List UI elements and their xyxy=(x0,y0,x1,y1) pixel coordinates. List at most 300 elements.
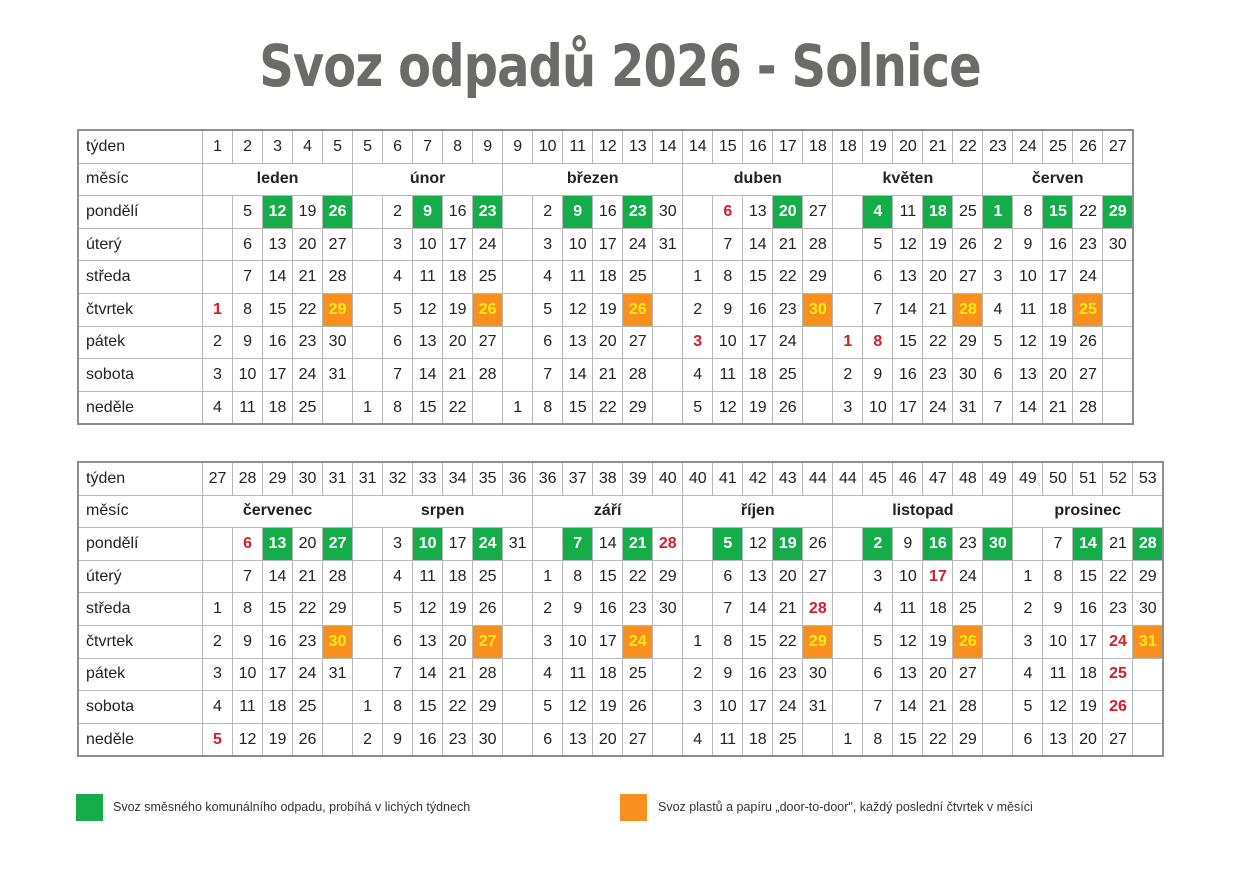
week-number-cell: 10 xyxy=(533,130,563,163)
day-cell: 28 xyxy=(473,658,503,691)
month-row xyxy=(78,163,1133,196)
day-cell: 10 xyxy=(413,528,443,561)
day-cell: 16 xyxy=(1043,228,1073,261)
day-cell: 25 xyxy=(293,391,323,424)
day-cell: 16 xyxy=(263,326,293,359)
day-cell: 6 xyxy=(863,658,893,691)
day-cell: 8 xyxy=(713,261,743,294)
legend-orange-text: Svoz plastů a papíru „door-to-door", každý poslední čtvrtek v měsíci xyxy=(658,800,1033,814)
row-label: středa xyxy=(78,261,203,294)
day-cell: 23 xyxy=(1073,228,1103,261)
day-cell: 26 xyxy=(1103,691,1133,724)
day-cell: 31 xyxy=(503,528,533,561)
week-number-cell: 49 xyxy=(1013,462,1043,495)
day-cell: 24 xyxy=(1103,625,1133,658)
day-cell: 28 xyxy=(653,528,683,561)
day-cell: 18 xyxy=(443,560,473,593)
day-cell: 19 xyxy=(743,391,773,424)
month-label: říjen xyxy=(683,495,833,528)
month-label: září xyxy=(533,495,683,528)
day-cell: 18 xyxy=(263,691,293,724)
day-cell: 12 xyxy=(233,723,263,756)
day-cell: 12 xyxy=(713,391,743,424)
week-number-cell: 8 xyxy=(443,130,473,163)
day-cell: 9 xyxy=(713,293,743,326)
week-number-cell: 35 xyxy=(473,462,503,495)
day-cell: 14 xyxy=(1013,391,1043,424)
day-cell xyxy=(833,560,863,593)
legend-orange-swatch xyxy=(620,794,647,821)
row-label: čtvrtek xyxy=(78,625,203,658)
week-number-cell: 31 xyxy=(323,462,353,495)
day-cell xyxy=(653,391,683,424)
day-cell: 7 xyxy=(713,228,743,261)
day-cell: 7 xyxy=(1043,528,1073,561)
day-cell: 10 xyxy=(563,625,593,658)
day-cell: 28 xyxy=(1133,528,1163,561)
day-cell: 20 xyxy=(593,326,623,359)
day-cell: 13 xyxy=(743,560,773,593)
day-cell: 25 xyxy=(1073,293,1103,326)
day-cell: 18 xyxy=(593,261,623,294)
day-cell: 2 xyxy=(863,528,893,561)
day-cell: 26 xyxy=(623,293,653,326)
day-cell: 24 xyxy=(923,391,953,424)
day-cell: 3 xyxy=(203,658,233,691)
day-cell: 6 xyxy=(533,723,563,756)
week-number-cell: 27 xyxy=(203,462,233,495)
day-cell xyxy=(833,261,863,294)
week-number-cell: 44 xyxy=(803,462,833,495)
day-cell: 25 xyxy=(473,560,503,593)
day-cell xyxy=(503,293,533,326)
row-label: měsíc xyxy=(78,495,203,528)
day-cell: 27 xyxy=(953,261,983,294)
day-cell: 26 xyxy=(953,625,983,658)
day-cell xyxy=(1103,391,1133,424)
week-number-cell: 52 xyxy=(1103,462,1133,495)
day-cell: 1 xyxy=(353,691,383,724)
day-row-nedele xyxy=(78,723,1163,756)
day-cell: 20 xyxy=(443,625,473,658)
day-cell xyxy=(503,261,533,294)
day-cell: 12 xyxy=(893,625,923,658)
day-cell: 2 xyxy=(1013,593,1043,626)
day-cell xyxy=(983,560,1013,593)
row-label: úterý xyxy=(78,560,203,593)
day-cell: 7 xyxy=(563,528,593,561)
month-label: srpen xyxy=(353,495,533,528)
week-number-cell: 3 xyxy=(263,130,293,163)
day-cell: 15 xyxy=(593,560,623,593)
day-cell: 21 xyxy=(593,359,623,392)
day-cell: 1 xyxy=(833,723,863,756)
day-cell xyxy=(803,326,833,359)
day-cell: 10 xyxy=(563,228,593,261)
day-cell: 21 xyxy=(1043,391,1073,424)
day-cell: 6 xyxy=(233,528,263,561)
day-cell: 9 xyxy=(413,196,443,229)
day-cell xyxy=(1103,261,1133,294)
week-number-cell: 13 xyxy=(623,130,653,163)
day-cell: 3 xyxy=(1013,625,1043,658)
day-cell: 28 xyxy=(953,691,983,724)
day-cell: 22 xyxy=(293,293,323,326)
day-cell: 15 xyxy=(263,593,293,626)
day-cell xyxy=(1133,658,1163,691)
day-cell: 22 xyxy=(1103,560,1133,593)
day-cell: 13 xyxy=(563,723,593,756)
week-number-cell: 20 xyxy=(893,130,923,163)
day-cell: 17 xyxy=(743,326,773,359)
day-cell: 18 xyxy=(743,359,773,392)
day-cell: 8 xyxy=(1013,196,1043,229)
day-row-patek xyxy=(78,658,1163,691)
day-cell: 27 xyxy=(473,625,503,658)
day-cell: 24 xyxy=(623,625,653,658)
day-cell: 29 xyxy=(953,723,983,756)
day-cell: 19 xyxy=(593,293,623,326)
day-cell: 3 xyxy=(683,691,713,724)
day-cell xyxy=(1133,723,1163,756)
day-cell: 20 xyxy=(1043,359,1073,392)
day-cell: 25 xyxy=(623,658,653,691)
day-cell: 19 xyxy=(593,691,623,724)
day-cell: 30 xyxy=(953,359,983,392)
day-cell: 25 xyxy=(1103,658,1133,691)
day-cell: 15 xyxy=(1073,560,1103,593)
day-cell: 19 xyxy=(263,723,293,756)
day-cell xyxy=(353,326,383,359)
day-cell: 1 xyxy=(983,196,1013,229)
day-cell: 31 xyxy=(323,359,353,392)
day-cell: 26 xyxy=(473,593,503,626)
day-cell: 26 xyxy=(773,391,803,424)
day-cell xyxy=(503,593,533,626)
day-cell: 23 xyxy=(773,293,803,326)
week-number-cell: 16 xyxy=(743,130,773,163)
day-row-sobota xyxy=(78,359,1133,392)
day-cell: 17 xyxy=(923,560,953,593)
day-cell: 25 xyxy=(623,261,653,294)
day-row-sobota xyxy=(78,691,1163,724)
day-cell: 28 xyxy=(953,293,983,326)
day-cell: 18 xyxy=(263,391,293,424)
calendar-table-jul-dec xyxy=(77,461,1164,757)
day-cell: 17 xyxy=(1073,625,1103,658)
day-cell: 19 xyxy=(1073,691,1103,724)
day-cell xyxy=(833,593,863,626)
day-row-streda xyxy=(78,261,1133,294)
week-number-cell: 21 xyxy=(923,130,953,163)
day-cell: 21 xyxy=(1103,528,1133,561)
day-row-ctvrtek xyxy=(78,293,1133,326)
day-cell: 12 xyxy=(1043,691,1073,724)
day-cell: 15 xyxy=(893,723,923,756)
day-cell: 4 xyxy=(863,196,893,229)
day-cell xyxy=(353,359,383,392)
week-number-cell: 11 xyxy=(563,130,593,163)
day-cell xyxy=(833,228,863,261)
day-cell: 3 xyxy=(533,625,563,658)
day-cell: 27 xyxy=(803,560,833,593)
day-cell: 23 xyxy=(443,723,473,756)
week-number-cell: 17 xyxy=(773,130,803,163)
day-row-nedele xyxy=(78,391,1133,424)
day-cell: 7 xyxy=(383,359,413,392)
day-cell: 22 xyxy=(1073,196,1103,229)
month-label: listopad xyxy=(833,495,1013,528)
day-cell xyxy=(353,658,383,691)
day-cell: 29 xyxy=(653,560,683,593)
day-cell: 30 xyxy=(323,625,353,658)
day-cell: 19 xyxy=(293,196,323,229)
day-cell xyxy=(1103,326,1133,359)
day-cell: 9 xyxy=(893,528,923,561)
day-cell: 11 xyxy=(893,196,923,229)
day-cell: 19 xyxy=(443,293,473,326)
day-cell: 23 xyxy=(293,625,323,658)
day-cell xyxy=(683,228,713,261)
week-number-cell: 15 xyxy=(713,130,743,163)
day-cell: 10 xyxy=(233,359,263,392)
day-cell: 15 xyxy=(743,625,773,658)
row-label: neděle xyxy=(78,723,203,756)
day-cell: 17 xyxy=(743,691,773,724)
day-cell: 6 xyxy=(533,326,563,359)
day-cell: 2 xyxy=(683,658,713,691)
day-cell xyxy=(353,593,383,626)
day-cell xyxy=(503,560,533,593)
week-number-cell: 28 xyxy=(233,462,263,495)
day-cell: 24 xyxy=(1073,261,1103,294)
day-cell: 12 xyxy=(563,293,593,326)
day-cell: 31 xyxy=(653,228,683,261)
day-cell: 2 xyxy=(383,196,413,229)
day-cell: 31 xyxy=(953,391,983,424)
day-cell: 8 xyxy=(863,723,893,756)
day-cell: 6 xyxy=(233,228,263,261)
day-cell: 24 xyxy=(473,228,503,261)
day-cell: 6 xyxy=(1013,723,1043,756)
day-cell xyxy=(833,625,863,658)
day-cell: 11 xyxy=(563,261,593,294)
week-number-cell: 5 xyxy=(353,130,383,163)
week-number-cell: 45 xyxy=(863,462,893,495)
row-label: neděle xyxy=(78,391,203,424)
day-cell: 17 xyxy=(893,391,923,424)
day-cell xyxy=(353,261,383,294)
day-cell xyxy=(353,625,383,658)
day-cell: 6 xyxy=(863,261,893,294)
month-label: prosinec xyxy=(1013,495,1163,528)
day-cell: 1 xyxy=(203,293,233,326)
day-cell: 24 xyxy=(773,691,803,724)
day-cell: 16 xyxy=(593,593,623,626)
day-cell: 9 xyxy=(1043,593,1073,626)
day-cell: 4 xyxy=(683,723,713,756)
week-number-cell: 36 xyxy=(503,462,533,495)
row-label: pondělí xyxy=(78,196,203,229)
month-label: červenec xyxy=(203,495,353,528)
row-label: pátek xyxy=(78,326,203,359)
day-cell: 2 xyxy=(833,359,863,392)
week-number-cell: 23 xyxy=(983,130,1013,163)
day-cell: 29 xyxy=(1103,196,1133,229)
day-cell xyxy=(503,228,533,261)
day-cell: 5 xyxy=(203,723,233,756)
day-cell: 21 xyxy=(443,359,473,392)
day-cell: 6 xyxy=(983,359,1013,392)
week-number-cell: 49 xyxy=(983,462,1013,495)
week-number-cell: 4 xyxy=(293,130,323,163)
week-number-cell: 5 xyxy=(323,130,353,163)
day-cell: 29 xyxy=(323,593,353,626)
day-cell: 14 xyxy=(593,528,623,561)
day-cell: 27 xyxy=(1073,359,1103,392)
day-cell: 19 xyxy=(1043,326,1073,359)
day-cell: 14 xyxy=(263,261,293,294)
day-cell: 3 xyxy=(683,326,713,359)
day-row-ctvrtek xyxy=(78,625,1163,658)
day-cell: 24 xyxy=(953,560,983,593)
day-cell: 6 xyxy=(383,625,413,658)
day-cell: 25 xyxy=(773,723,803,756)
day-cell: 23 xyxy=(623,593,653,626)
day-cell: 12 xyxy=(563,691,593,724)
day-cell: 8 xyxy=(383,691,413,724)
day-cell: 5 xyxy=(683,391,713,424)
day-cell: 4 xyxy=(533,261,563,294)
day-cell: 9 xyxy=(383,723,413,756)
day-cell: 15 xyxy=(743,261,773,294)
day-cell xyxy=(653,326,683,359)
week-number-cell: 2 xyxy=(233,130,263,163)
day-cell: 11 xyxy=(1043,658,1073,691)
day-cell: 13 xyxy=(893,658,923,691)
day-cell: 28 xyxy=(803,228,833,261)
day-cell: 11 xyxy=(713,359,743,392)
day-cell: 21 xyxy=(293,261,323,294)
day-cell: 12 xyxy=(413,293,443,326)
week-number-cell: 48 xyxy=(953,462,983,495)
day-cell: 29 xyxy=(953,326,983,359)
day-cell: 5 xyxy=(983,326,1013,359)
day-cell: 31 xyxy=(803,691,833,724)
day-cell: 2 xyxy=(683,293,713,326)
day-cell: 9 xyxy=(233,625,263,658)
month-label: duben xyxy=(683,163,833,196)
day-cell: 14 xyxy=(563,359,593,392)
day-cell xyxy=(353,293,383,326)
day-cell: 18 xyxy=(1043,293,1073,326)
day-cell xyxy=(323,723,353,756)
day-cell: 12 xyxy=(1013,326,1043,359)
day-cell: 18 xyxy=(743,723,773,756)
day-cell: 23 xyxy=(473,196,503,229)
day-cell: 27 xyxy=(1103,723,1133,756)
day-cell: 23 xyxy=(623,196,653,229)
day-cell xyxy=(503,326,533,359)
day-cell: 28 xyxy=(623,359,653,392)
day-cell: 9 xyxy=(233,326,263,359)
day-cell: 21 xyxy=(773,593,803,626)
month-label: květen xyxy=(833,163,983,196)
day-cell: 10 xyxy=(713,326,743,359)
day-cell: 13 xyxy=(263,528,293,561)
day-cell: 30 xyxy=(1103,228,1133,261)
day-cell: 12 xyxy=(893,228,923,261)
day-cell: 21 xyxy=(623,528,653,561)
day-cell xyxy=(353,560,383,593)
day-cell: 26 xyxy=(1073,326,1103,359)
day-cell: 16 xyxy=(413,723,443,756)
day-cell: 18 xyxy=(443,261,473,294)
week-number-cell: 27 xyxy=(1103,130,1133,163)
row-label: čtvrtek xyxy=(78,293,203,326)
day-cell: 28 xyxy=(473,359,503,392)
day-cell xyxy=(1013,528,1043,561)
week-number-cell: 38 xyxy=(593,462,623,495)
day-cell: 9 xyxy=(1013,228,1043,261)
week-number-cell: 9 xyxy=(503,130,533,163)
day-cell: 18 xyxy=(923,196,953,229)
day-cell: 17 xyxy=(443,228,473,261)
legend-green-text: Svoz směsného komunálního odpadu, probíhá v lichých týdnech xyxy=(113,800,471,814)
day-cell: 5 xyxy=(863,228,893,261)
day-cell: 27 xyxy=(623,326,653,359)
day-cell: 12 xyxy=(263,196,293,229)
day-cell: 14 xyxy=(413,658,443,691)
day-cell: 17 xyxy=(593,625,623,658)
day-cell: 8 xyxy=(383,391,413,424)
day-cell: 15 xyxy=(893,326,923,359)
week-number-cell: 51 xyxy=(1073,462,1103,495)
day-cell: 4 xyxy=(863,593,893,626)
day-cell xyxy=(803,723,833,756)
day-cell: 29 xyxy=(623,391,653,424)
day-cell: 23 xyxy=(293,326,323,359)
day-cell: 25 xyxy=(473,261,503,294)
row-label: pátek xyxy=(78,658,203,691)
day-cell: 1 xyxy=(833,326,863,359)
day-cell: 22 xyxy=(773,625,803,658)
day-cell: 15 xyxy=(413,691,443,724)
week-number-cell: 7 xyxy=(413,130,443,163)
day-cell xyxy=(983,658,1013,691)
day-cell: 19 xyxy=(773,528,803,561)
day-cell xyxy=(653,625,683,658)
day-cell: 10 xyxy=(1043,625,1073,658)
day-cell: 16 xyxy=(1073,593,1103,626)
day-cell: 26 xyxy=(803,528,833,561)
day-cell: 27 xyxy=(953,658,983,691)
day-cell xyxy=(653,723,683,756)
day-cell: 16 xyxy=(893,359,923,392)
day-cell: 12 xyxy=(743,528,773,561)
day-cell: 18 xyxy=(1073,658,1103,691)
day-cell: 24 xyxy=(293,658,323,691)
day-cell: 23 xyxy=(773,658,803,691)
day-cell xyxy=(833,658,863,691)
row-label: měsíc xyxy=(78,163,203,196)
day-cell xyxy=(203,528,233,561)
week-number-cell: 43 xyxy=(773,462,803,495)
day-cell xyxy=(803,391,833,424)
day-cell: 16 xyxy=(263,625,293,658)
day-cell xyxy=(353,196,383,229)
week-number-cell: 25 xyxy=(1043,130,1073,163)
